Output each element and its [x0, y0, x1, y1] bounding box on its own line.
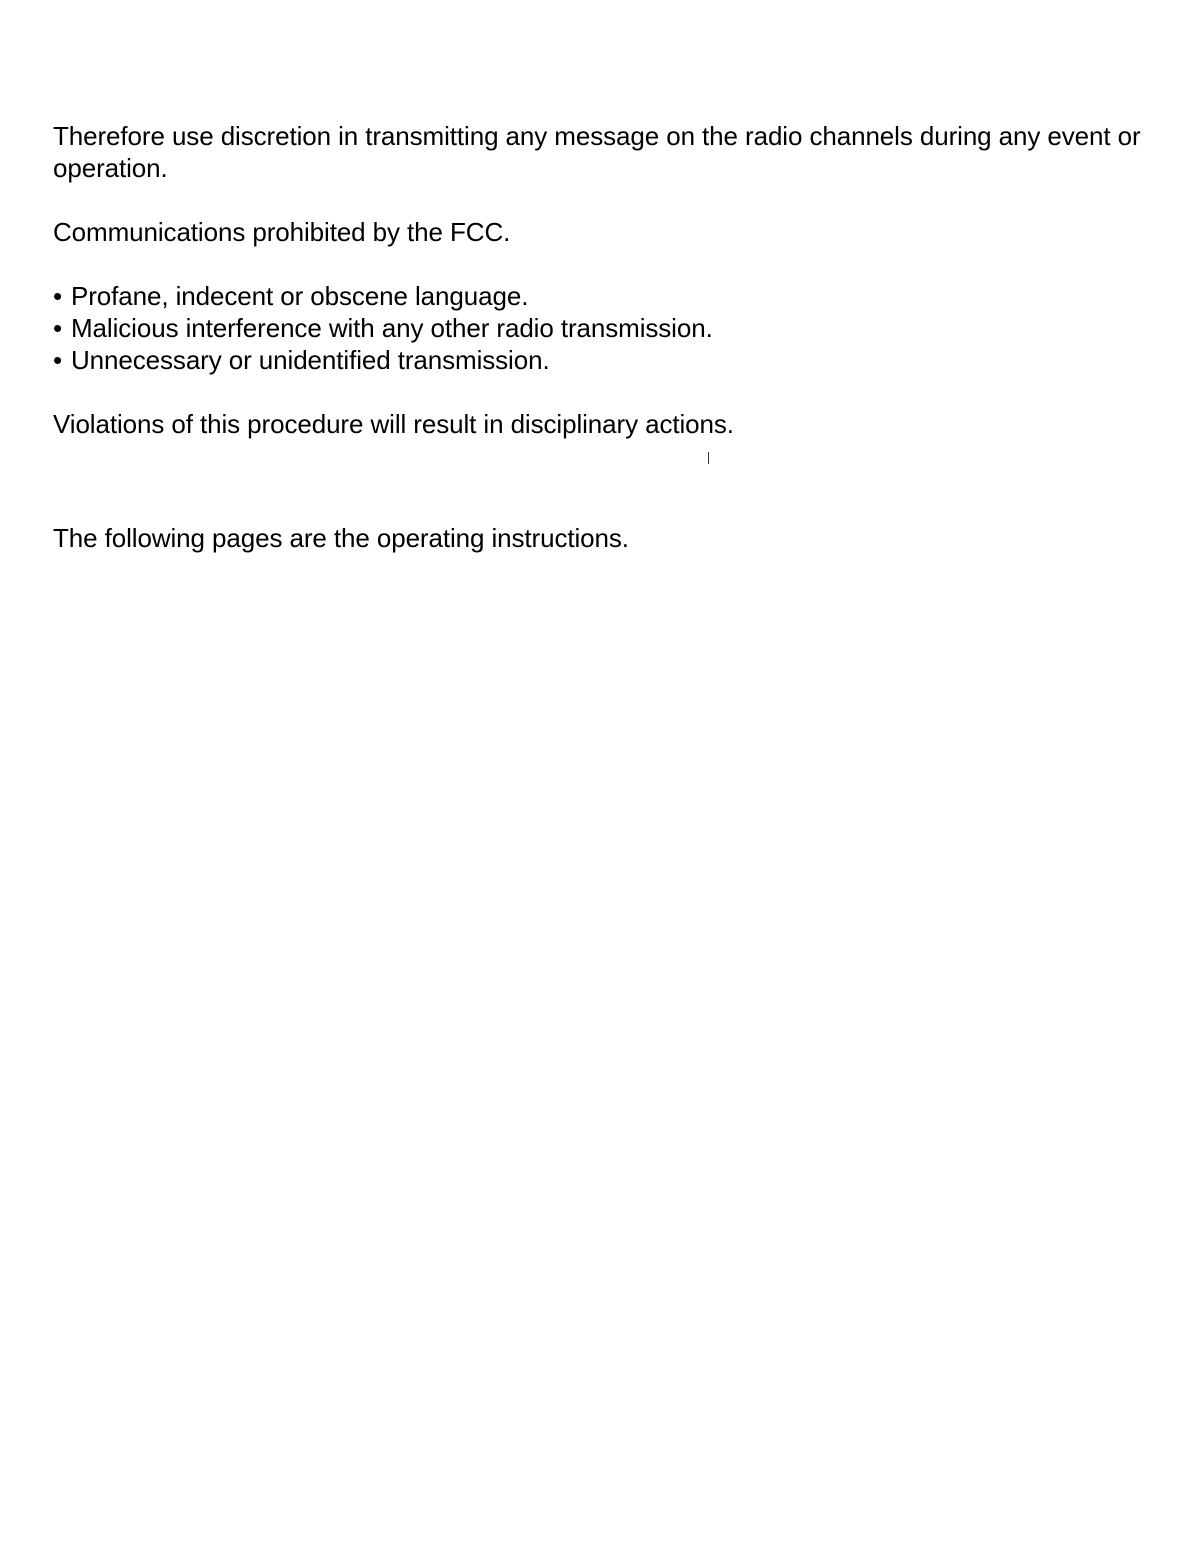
paragraph-violations: Violations of this procedure will result in disciplinary actions.	[53, 409, 734, 439]
list-item	[53, 280, 1143, 312]
paragraph-following-pages: The following pages are the operating instructions.	[53, 523, 629, 553]
prohibited-list	[53, 280, 1143, 376]
list-item	[53, 344, 1143, 376]
paragraph-prohibited-heading: Communications prohibited by the FCC.	[53, 217, 511, 247]
document-body	[53, 120, 1143, 554]
scan-mark	[708, 452, 709, 464]
bullet-icon: •	[53, 313, 63, 343]
paragraph-discretion: Therefore use discretion in transmitting any message on the radio channels during any event or operation.	[53, 121, 1141, 183]
list-item-text: Profane, indecent or obscene language.	[71, 281, 529, 311]
list-item-text: Malicious interference with any other radio transmission.	[71, 313, 713, 343]
list-item	[53, 312, 1143, 344]
list-item-text: Unnecessary or unidentified transmission.	[71, 345, 550, 375]
bullet-icon: •	[53, 345, 63, 375]
bullet-icon: •	[53, 281, 63, 311]
